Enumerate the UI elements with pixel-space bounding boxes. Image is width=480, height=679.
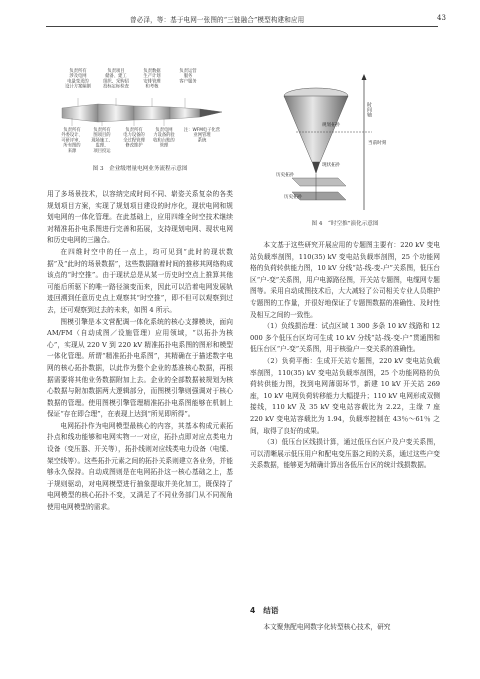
running-title: 曾必泽，等：基于电网一张图的“三链融合”模型构建和应用: [130, 16, 305, 24]
figure-3-top-label: 负责所有涉及电网电量变更的设计方案编制: [65, 69, 91, 90]
left-column: [47, 189, 233, 514]
page-number: 43: [437, 14, 446, 22]
right-column: [250, 240, 440, 472]
figure-3-top-label: 负责运营服务客户服务: [179, 69, 197, 85]
figure-3-bottom-label: 负责所有电力设备的全过程管理修改维护: [123, 128, 145, 149]
figure-3-diagram: [60, 66, 226, 162]
figure-4-diagram: [276, 74, 396, 214]
figure-3-funnel: [62, 104, 222, 122]
time-axis-arrow: [362, 74, 367, 80]
left-paragraph: 用了多场景技术，以容纳完成时间不同、崭姿关系复杂的各类规划项目方案，实现了规划项目建设的时序化，现状电网和规划电网的一体化管理。在此基础上，应用四维全时空技术继续对精准拓扑电系图进行完善和拓展，支持现划电网、现状电网和历史电网的三融合。: [47, 190, 233, 245]
time-axis-label: 时间轴: [366, 102, 372, 117]
figure-3-top-label: 负责数据生产计划安排管理和考核: [143, 69, 161, 90]
right-column-tail: [250, 622, 440, 634]
cone-point: [312, 162, 320, 174]
figure-4-caption: 图 4 “时空推”演化示意图: [311, 221, 379, 227]
figure-3-caption: 图 3 企业级增量电网业务流程示意图: [92, 166, 188, 172]
figure-3-bottom-label: 负责所有图项目的现场施工、监理、项目投运: [91, 128, 113, 154]
label-history-layer: 历史拓扑: [276, 173, 295, 178]
left-paragraph: 在四维时空中的任一点上，均可见到“此时的现状数据”及“此时的场景数据”，这些数据随着时间的推移其网络构成该点的“时空推”。由于现状总是从某一历史时空点上推算其他可能后所驱下的唯一路径演变而来，因此可以沿着电网发展轨迹回溯到任意历史点上观察其“时空推”，即不但可以观察到过去，还可观察到过去的未来，如图 4 所示。: [47, 247, 233, 314]
right-paragraph: 本文基于这些研究开展应用的专题图主要有：220 kV 变电站负载率剖图，110(35) kV 变电站负载率剖图，25 个功能网格的负荷转供能力图，10 kV 分线“站-线-变-户”关系图，低压台区“户-变”关系图，用户电源路径图，开关站专题图，电缆网专题图等。采用自动成图技术后，大大减轻了公司相关专业人员维护专题图的工作量，并很好地保证了专题图数据的准确性、及时性及相互之间的一致性。: [250, 241, 440, 319]
right-paragraph: （3）低压台区线损计算，通过低压台区户及户变关系图，可以清晰展示低压用户和配电变压器之间的关系，通过这些户变关系数据，能够更为精确计算出各低压台区的统计线损数据。: [250, 438, 440, 470]
left-paragraph: 图模引擎是本文营配调一体化系统的核心支撑模块，面向 AM/FM（自动成图／设施管理）应用领域，“以拓扑为核心”，实现从 220 V 到 220 kV 精准拓扑电系图的图形和模型一体化管理。所谓“精准拓扑电系图”，其精确在于描述数字电网的核心拓扑数据，以此作为整个企业的基准核心数据，再根据需要将其他业务数据附加上去。企业的全部数据被规划为核心数据与附加数据两大逻辑部分，而图模引擎则强调对于核心数据的管理。使用图模引擎管理精准拓扑电系图能够在机制上保证“存在即合理”，在表现上达到“所见即所得”。: [47, 317, 233, 419]
label-top: 规划拓扑: [322, 123, 341, 128]
history-layer-upper: [292, 178, 346, 186]
section-heading: [250, 605, 440, 616]
section-title: 结语: [263, 606, 279, 615]
section-number: 4: [250, 606, 256, 615]
running-header: [0, 14, 480, 28]
right-paragraph: （2）负荷平衡：生成开关站专题图，220 kV 变电站负载率剖图，110(35) kV 变电站负载率剖图，25 个功能网格的负荷转供能力图，找到电网薄弱环节，新建 10 kV 开关站 269 座，10 kV 电网负荷转移能力大幅提升；110 kV 电网形成双侧接线，110 kV 及 35 kV 变电站容载比为 2.22，主缘 7 座 220 kV 变电站容载比为 1.94，负载率控制在 43％～61％ 之间，取得了良好的成果。: [250, 356, 440, 435]
label-current-layer: 现状拓扑: [322, 163, 341, 168]
figure-3-top-label: 负责项目储备、建工组织、采购招投标定标检查: [103, 69, 129, 90]
label-bottom: 历史拓扑: [284, 195, 303, 200]
right-paragraph-last: 本文聚焦配电网数字化转型核心技术，研究: [263, 623, 391, 631]
figure-3-bottom-label: 负责所有外委设计、可研评审、所有图的来源: [61, 128, 83, 154]
right-paragraph: （1）负线损治理：试点区域 1 300 多条 10 kV 线路和 12 000 多个低压台区均可生成 10 kV 分线“站-线-变-户”贯通图和低压台区“户-变”关系图，用于核验户－变关系的准确性。: [250, 322, 440, 354]
figure-3-bottom-label: 负责电网力设备的验收和台账的管理: [153, 128, 175, 149]
cone-body: [284, 96, 348, 162]
left-paragraph: 电网拓扑作为电网模型最核心的内容，其基本构成元素拓扑点和线功能够和电网实物一一对应，拓扑点即对应点类电力设备（变压器、开关等），拓扑线则对应线类电力设备（电缆、架空线等）。这些拓扑元素之间的拓扑关系则建立各业务，并能够永久保持。自动成图则是在电网拓扑这一核心基础之上，基于规则驱动，对电网模型进行抽象提取并美化加工，既保持了电网模型的核心拓扑不变，又满足了不同业务部门从不同视角使用电网模型的需求。: [47, 421, 233, 512]
label-right: 当前时刻: [368, 141, 387, 146]
header-rule: [46, 26, 438, 27]
figure-3-bottom-label: 注：WFM电子化营业网管理系统: [183, 128, 221, 144]
